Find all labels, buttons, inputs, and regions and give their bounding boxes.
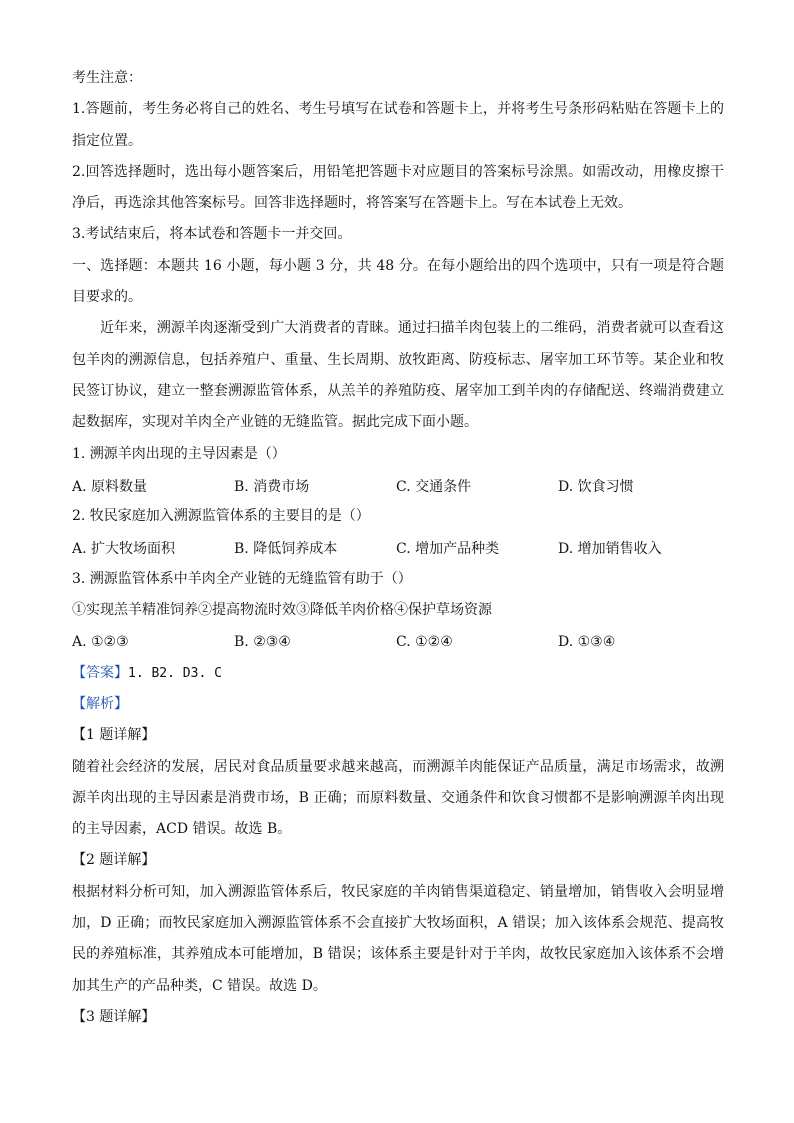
q2-detail-title: 【2 题详解】 [72,852,156,869]
q1-detail-title: 【1 题详解】 [72,727,156,744]
analysis-label: 【解析】 [72,695,128,712]
q2-detail-text: 根据材料分析可知，加入溯源监管体系后，牧民家庭的羊肉销售渠道稳定、销量增加，销售收入会明显增加，D 正确；而牧民家庭加入溯源监管体系不会直接扩大牧场面积，A 错误；加入该体系会规范、提高牧民的养殖标准，其养殖成本可能增加，B 错误；该体系主要是针对于羊肉，故牧民家庭加入该体系不会增加其生产的产品种类，C 错误。故选 D。 [72,883,724,994]
question-1-option-b: B. 消费市场 [234,478,310,495]
page-content [72,63,724,1033]
q1-detail-text: 随着社会经济的发展，居民对食品质量要求越来越高，而溯源羊肉能保证产品质量，满足市场需求，故溯源羊肉出现的主导因素是消费市场，B 正确；而原料数量、交通条件和饮食习惯都不是影响溯源羊肉出现的主导因素，ACD 错误。故选 B。 [72,758,724,838]
question-1-options [72,470,724,501]
answer-text: 1. B2. D3. C [128,665,222,681]
question-3-stem: 3. 溯源监管体系中羊肉全产业链的无缝监管有助于（） [72,570,412,587]
question-2-option-b: B. 降低饲养成本 [234,541,338,558]
question-3-options [72,626,724,657]
question-3-option-d: D. ①③④ [558,633,616,650]
notice-item-1: 1.答题前，考生务必将自己的姓名、考生号填写在试卷和答题卡上，并将考生号条形码粘贴在答题卡上的指定位置。 [72,101,724,149]
answer-line [72,658,724,689]
question-2-stem: 2. 牧民家庭加入溯源监管体系的主要目的是（） [72,508,370,525]
question-1-option-a: A. 原料数量 [72,478,148,495]
notice-item-2: 2.回答选择题时，选出每小题答案后，用铅笔把答题卡对应题目的答案标号涂黑。如需改动，用橡皮擦干净后，再选涂其他答案标号。回答非选择题时，将答案写在答题卡上。写在本试卷上无效。 [72,163,724,212]
notice-title: 考生注意： [72,70,142,86]
answer-label: 【答案】 [72,664,128,681]
q3-detail-title: 【3 题详解】 [72,1008,156,1025]
question-2-option-d: D. 增加销售收入 [558,541,662,558]
question-2-option-a: A. 扩大牧场面积 [72,541,176,558]
question-3-option-c: C. ①②④ [396,633,453,650]
question-1-option-d: D. 饮食习惯 [558,478,634,495]
question-3-statements: ①实现羔羊精准饲养②提高物流时效③降低羊肉价格④保护草场资源 [72,602,492,619]
notice-item-3: 3.考试结束后，将本试卷和答题卡一并交回。 [72,226,352,243]
question-3-option-b: B. ②③④ [234,633,291,650]
question-3-option-a: A. ①②③ [72,633,129,650]
section-heading: 一、选择题：本题共 16 小题，每小题 3 分，共 48 分。在每小题给出的四个选项中，只有一项是符合题目要求的。 [72,257,724,306]
question-2-option-c: C. 增加产品种类 [396,541,500,558]
question-1-option-c: C. 交通条件 [396,478,472,495]
reading-material: 近年来，溯源羊肉逐渐受到广大消费者的青睐。通过扫描羊肉包装上的二维码，消费者就可以查看这包羊肉的溯源信息，包括养殖户、重量、生长周期、放牧距离、防疫标志、屠宰加工环节等。某企业和牧民签订协议，建立一整套溯源监管体系，从羔羊的养殖防疫、屠宰加工到羊肉的存储配送、终端消费建立起数据库，实现对羊肉全产业链的无缝监管。据此完成下面小题。 [72,320,724,431]
question-1-stem: 1. 溯源羊肉出现的主导因素是（） [72,445,286,462]
question-2-options [72,532,724,563]
